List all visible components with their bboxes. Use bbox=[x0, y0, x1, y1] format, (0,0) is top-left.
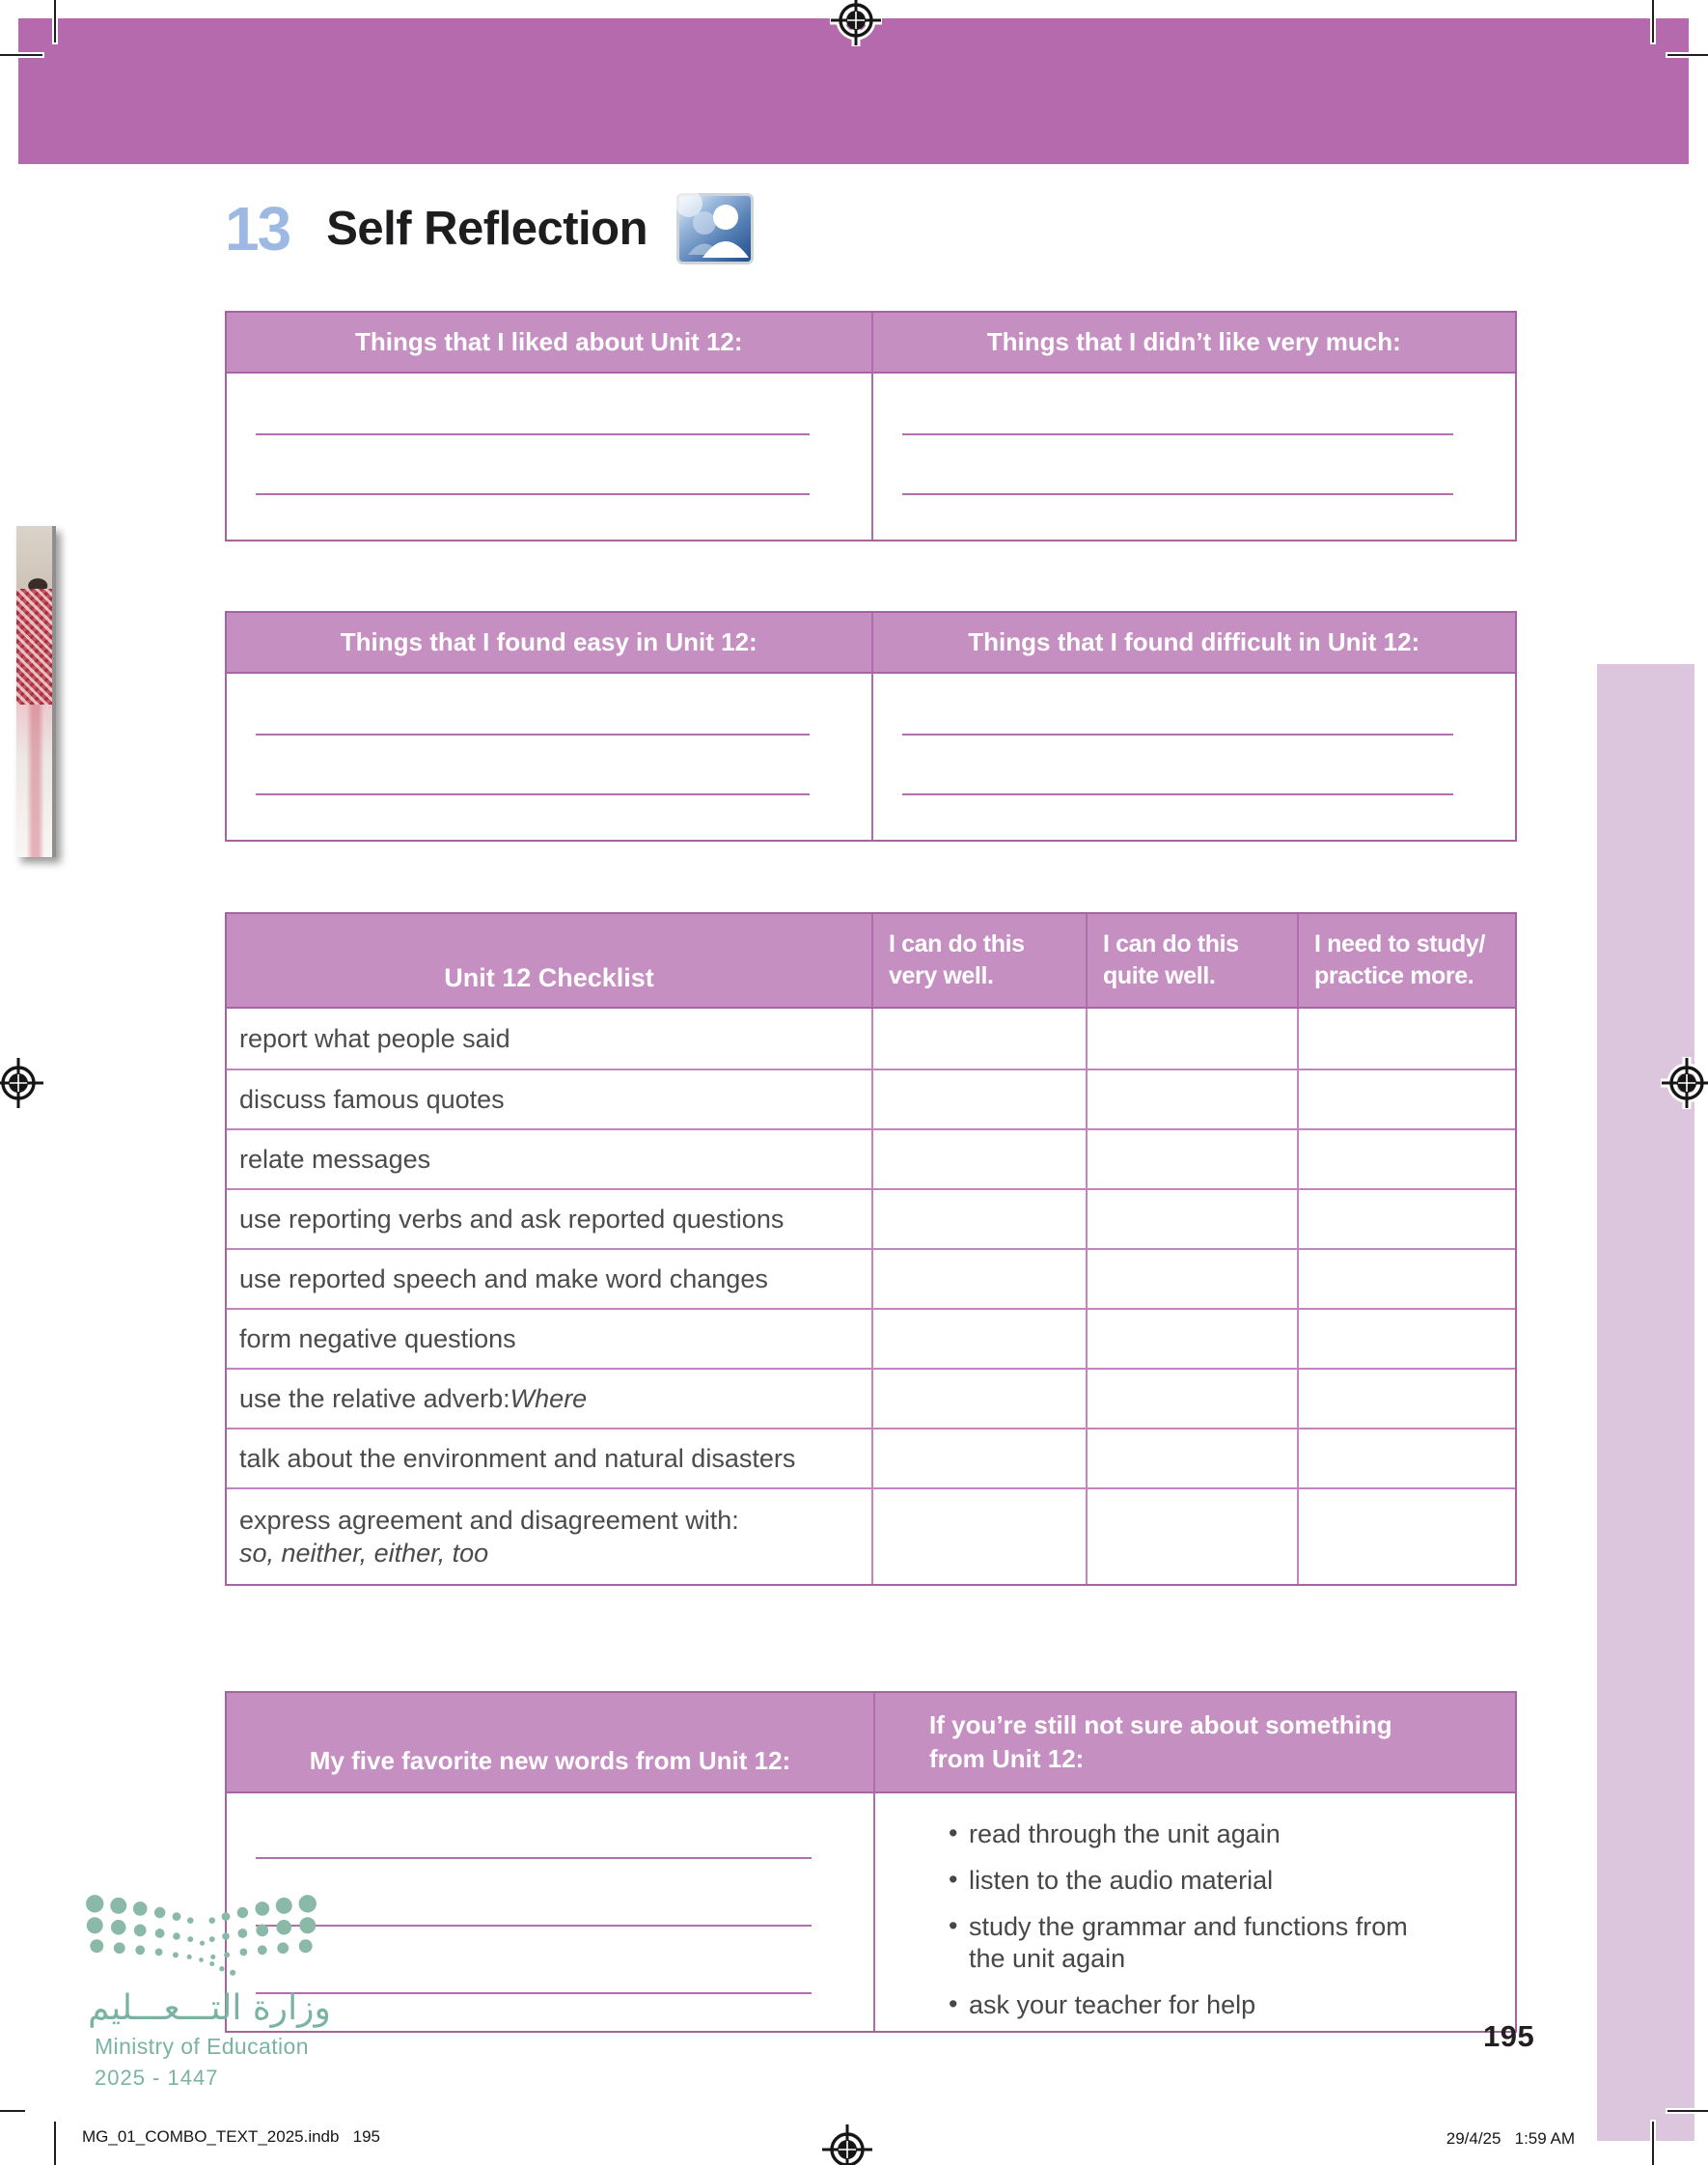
answer-box[interactable] bbox=[1297, 1429, 1513, 1487]
ministry-years: 2025 - 1447 bbox=[95, 2066, 219, 2090]
checklist-row: express agreement and disagreement with: so, neither, either, too bbox=[227, 1487, 1515, 1584]
checklist-header-row bbox=[227, 914, 1515, 1009]
bullet-icon: • bbox=[949, 1911, 958, 1940]
favorites-table bbox=[225, 1691, 1517, 2033]
easy-table-right-header: Things that I found difficult in Unit 12: bbox=[871, 613, 1516, 674]
answer-box[interactable] bbox=[1086, 1250, 1297, 1308]
write-in-line[interactable] bbox=[256, 433, 810, 435]
list-item: • read through the unit again bbox=[949, 1818, 1281, 1848]
answer-box[interactable] bbox=[1086, 1130, 1297, 1188]
photo-strip-top bbox=[16, 526, 52, 589]
checklist-title: Unit 12 Checklist bbox=[444, 963, 654, 992]
crop-mark bbox=[1667, 2110, 1708, 2112]
answer-box[interactable] bbox=[1297, 1190, 1513, 1248]
suggestions-list bbox=[947, 1818, 1498, 2021]
answer-box[interactable] bbox=[1297, 1310, 1513, 1368]
answer-box[interactable] bbox=[1297, 1130, 1513, 1188]
answer-box[interactable] bbox=[1297, 1250, 1513, 1308]
write-in-line[interactable] bbox=[256, 1992, 812, 1994]
write-in-line[interactable] bbox=[902, 433, 1454, 435]
lesson-title-row bbox=[225, 186, 754, 271]
suggestions-cell bbox=[873, 1793, 1515, 2031]
write-in-line[interactable] bbox=[256, 1857, 812, 1859]
answer-box[interactable] bbox=[1297, 1489, 1513, 1584]
answer-box[interactable] bbox=[871, 1130, 1086, 1188]
checklist-col-very-well: I can do this very well. bbox=[871, 914, 1086, 1007]
checklist-row: talk about the environment and natural disasters bbox=[227, 1428, 1515, 1487]
answer-box[interactable] bbox=[1086, 1009, 1297, 1069]
easy-table bbox=[225, 611, 1517, 842]
answer-box[interactable] bbox=[871, 1489, 1086, 1584]
bullet-icon: • bbox=[949, 1865, 958, 1894]
answer-box[interactable] bbox=[1297, 1370, 1513, 1428]
favorites-left-header: My five favorite new words from Unit 12: bbox=[227, 1693, 873, 1793]
crop-mark bbox=[54, 0, 56, 42]
answer-box[interactable] bbox=[871, 1070, 1086, 1128]
checklist-row: discuss famous quotes bbox=[227, 1069, 1515, 1128]
right-margin-band bbox=[1597, 664, 1694, 2141]
registration-mark-icon bbox=[821, 2123, 873, 2165]
adjacent-page-photo-strip bbox=[16, 526, 56, 857]
print-slug-datetime: 29/4/25 1:59 AM bbox=[1446, 2129, 1575, 2148]
crop-mark bbox=[0, 54, 42, 56]
page-title: Self Reflection bbox=[326, 203, 648, 255]
crop-mark bbox=[0, 2110, 25, 2112]
answer-box[interactable] bbox=[1086, 1190, 1297, 1248]
checklist-row: use the relative adverb: Where bbox=[227, 1368, 1515, 1428]
checklist-col-quite-well: I can do this quite well. bbox=[1086, 914, 1297, 1007]
liked-table-right-header: Things that I didn’t like very much: bbox=[871, 313, 1516, 374]
easy-table-right-cell bbox=[871, 674, 1516, 840]
registration-mark-icon bbox=[0, 1057, 44, 1109]
checklist-row: relate messages bbox=[227, 1128, 1515, 1188]
write-in-line[interactable] bbox=[256, 493, 810, 495]
list-item: • listen to the audio material bbox=[949, 1865, 1274, 1895]
checklist-row: use reported speech and make word changes bbox=[227, 1248, 1515, 1308]
ministry-name-arabic: وزارة التـــعـــليم bbox=[88, 1988, 331, 2028]
answer-box[interactable] bbox=[1086, 1310, 1297, 1368]
answer-box[interactable] bbox=[1086, 1070, 1297, 1128]
ministry-logo bbox=[83, 1892, 336, 2091]
answer-box[interactable] bbox=[871, 1009, 1086, 1069]
liked-table bbox=[225, 311, 1517, 541]
checklist-col-study-more: I need to study/ practice more. bbox=[1297, 914, 1513, 1007]
easy-table-left-cell bbox=[227, 674, 871, 840]
photo-strip-bottom bbox=[16, 705, 52, 857]
photo-strip-keffiyeh bbox=[16, 589, 52, 705]
self-reflection-people-icon bbox=[676, 193, 754, 264]
write-in-line[interactable] bbox=[256, 793, 810, 795]
answer-box[interactable] bbox=[1086, 1489, 1297, 1584]
list-item: • ask your teacher for help bbox=[949, 1989, 1256, 2019]
registration-mark-icon bbox=[1661, 1057, 1708, 1109]
checklist-row: use reporting verbs and ask reported questions bbox=[227, 1188, 1515, 1248]
ministry-logo-dots-icon bbox=[83, 1892, 319, 1981]
answer-box[interactable] bbox=[1297, 1009, 1513, 1069]
answer-box[interactable] bbox=[871, 1370, 1086, 1428]
write-in-line[interactable] bbox=[902, 493, 1454, 495]
liked-table-right-cell bbox=[871, 374, 1516, 540]
favorites-right-header: If you’re still not sure about something from Unit 12: bbox=[873, 1693, 1515, 1793]
crop-mark bbox=[1652, 2122, 1654, 2165]
print-slug-filename: MG_01_COMBO_TEXT_2025.indb 195 bbox=[82, 2127, 380, 2146]
crop-mark bbox=[1667, 54, 1708, 56]
answer-box[interactable] bbox=[871, 1429, 1086, 1487]
bullet-icon: • bbox=[949, 1989, 958, 2018]
write-in-line[interactable] bbox=[902, 793, 1454, 795]
write-in-line[interactable] bbox=[256, 1925, 812, 1927]
checklist-row: form negative questions bbox=[227, 1308, 1515, 1368]
registration-mark-icon bbox=[830, 0, 882, 46]
answer-box[interactable] bbox=[871, 1250, 1086, 1308]
answer-box[interactable] bbox=[1297, 1070, 1513, 1128]
bullet-icon: • bbox=[949, 1818, 958, 1847]
ministry-name-english: Ministry of Education bbox=[95, 2034, 309, 2059]
liked-table-left-cell bbox=[227, 374, 871, 540]
write-in-line[interactable] bbox=[256, 734, 810, 736]
liked-table-left-header: Things that I liked about Unit 12: bbox=[227, 313, 871, 374]
crop-mark bbox=[54, 2122, 56, 2165]
page-number: 195 bbox=[1483, 2019, 1535, 2053]
answer-box[interactable] bbox=[1086, 1370, 1297, 1428]
lesson-number: 13 bbox=[225, 194, 290, 264]
answer-box[interactable] bbox=[871, 1190, 1086, 1248]
unit-checklist-table bbox=[225, 912, 1517, 1586]
crop-mark bbox=[1652, 0, 1654, 42]
answer-box[interactable] bbox=[1086, 1429, 1297, 1487]
list-item: • study the grammar and functions from the unit again bbox=[949, 1911, 1408, 1973]
easy-table-left-header: Things that I found easy in Unit 12: bbox=[227, 613, 871, 674]
write-in-line[interactable] bbox=[902, 734, 1454, 736]
answer-box[interactable] bbox=[871, 1310, 1086, 1368]
checklist-row: report what people said bbox=[227, 1009, 1515, 1069]
